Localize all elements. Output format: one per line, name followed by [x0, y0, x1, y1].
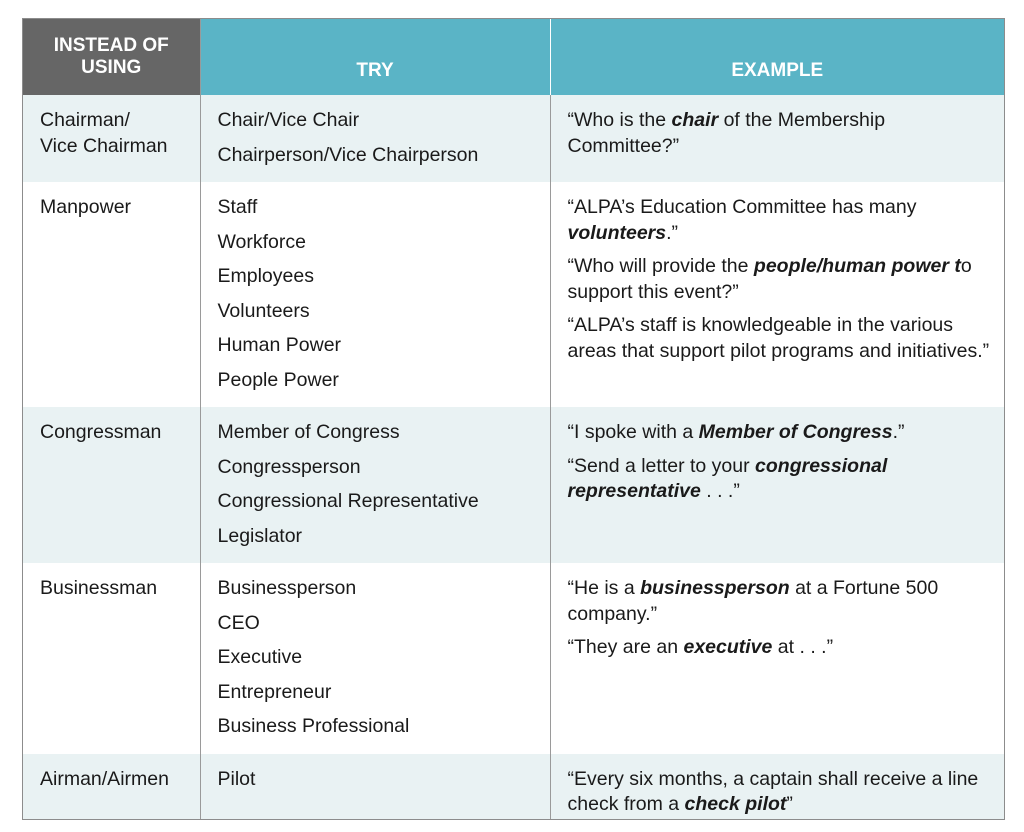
try-option: Business Professional	[217, 715, 410, 737]
try-option: People Power	[217, 368, 339, 391]
example-emphasis: executive	[683, 636, 773, 658]
example-cell	[550, 754, 1004, 821]
example-sentence	[568, 108, 993, 159]
try-option: Volunteers	[217, 299, 310, 322]
example-text: at a Fortune 500 company.”	[567, 577, 939, 625]
example-sentence	[568, 195, 993, 246]
table-header-row	[23, 19, 1004, 95]
example-text: “He is a	[567, 577, 641, 599]
header-try: TRY	[200, 19, 550, 95]
try-option: Entrepreneur	[217, 680, 332, 703]
try-option: CEO	[217, 611, 260, 634]
table-body	[23, 95, 1004, 820]
example-sentence	[568, 767, 993, 818]
try-cell	[200, 95, 550, 182]
example-text: .”	[666, 221, 679, 244]
example-text: “Send a letter to your	[567, 454, 756, 477]
try-option: Chairperson/Vice Chairperson	[217, 143, 479, 166]
example-sentence	[568, 420, 993, 446]
example-sentence	[568, 454, 993, 505]
try-cell	[200, 182, 550, 407]
try-option: Staff	[217, 196, 258, 218]
header-instead-of-using: INSTEAD OF USING	[23, 19, 200, 95]
example-text: “ALPA’s Education Committee has many	[567, 196, 917, 218]
try-option: Human Power	[217, 334, 342, 356]
instead-cell: Airman/Airmen	[23, 754, 200, 821]
inclusive-language-table-container	[22, 18, 1005, 820]
example-sentence	[568, 254, 993, 305]
example-cell	[550, 407, 1004, 563]
inclusive-language-table	[23, 19, 1004, 820]
try-option: Employees	[217, 265, 314, 287]
example-text: “They are an	[567, 636, 684, 658]
try-option: Legislator	[217, 524, 303, 547]
example-sentence	[568, 576, 993, 627]
try-cell	[200, 563, 550, 754]
example-sentence	[568, 313, 993, 364]
example-cell	[550, 95, 1004, 182]
try-option: Chair/Vice Chair	[217, 109, 360, 131]
instead-cell: Manpower	[23, 182, 200, 407]
example-emphasis: chair	[671, 109, 719, 131]
instead-cell: Businessman	[23, 563, 200, 754]
table-row	[23, 95, 1004, 182]
instead-cell: Congressman	[23, 407, 200, 563]
try-option: Member of Congress	[217, 421, 400, 443]
example-emphasis: volunteers	[567, 221, 667, 244]
example-cell	[550, 182, 1004, 407]
example-text: “ALPA’s staff is knowledgeable in the various areas that support pilot programs and initiatives.”	[567, 314, 990, 362]
example-sentence	[568, 635, 993, 661]
example-emphasis: businessperson	[640, 577, 790, 599]
try-option: Workforce	[217, 230, 306, 253]
example-text: .”	[892, 421, 905, 443]
example-emphasis: Member of Congress	[698, 421, 893, 443]
table-row	[23, 407, 1004, 563]
try-option: Congressperson	[217, 455, 361, 478]
example-text: “Who is the	[567, 109, 672, 131]
try-option: Executive	[217, 646, 303, 668]
try-option: Congressional Representative	[217, 490, 479, 512]
table-row	[23, 182, 1004, 407]
try-cell	[200, 754, 550, 821]
table-row	[23, 563, 1004, 754]
try-cell	[200, 407, 550, 563]
example-text: o support this event?”	[567, 255, 972, 303]
header-example: EXAMPLE	[550, 19, 1004, 95]
example-text: ”	[786, 793, 793, 815]
try-option: Businessperson	[217, 577, 357, 599]
example-text: “Who will provide the	[567, 255, 754, 277]
example-text: “Every six months, a captain shall receive a line check from a	[567, 767, 979, 815]
example-text: “I spoke with a	[567, 421, 699, 443]
example-text: . . .”	[700, 480, 740, 502]
example-cell	[550, 563, 1004, 754]
example-emphasis: congressional representative	[567, 454, 888, 502]
instead-cell: Chairman/ Vice Chairman	[23, 95, 200, 182]
example-text: at . . .”	[772, 636, 834, 658]
example-emphasis: people/human power t	[753, 255, 961, 277]
example-text: of the Membership Committee?”	[567, 109, 886, 157]
example-emphasis: check pilot	[684, 793, 787, 815]
try-option: Pilot	[217, 767, 256, 790]
table-row	[23, 754, 1004, 821]
